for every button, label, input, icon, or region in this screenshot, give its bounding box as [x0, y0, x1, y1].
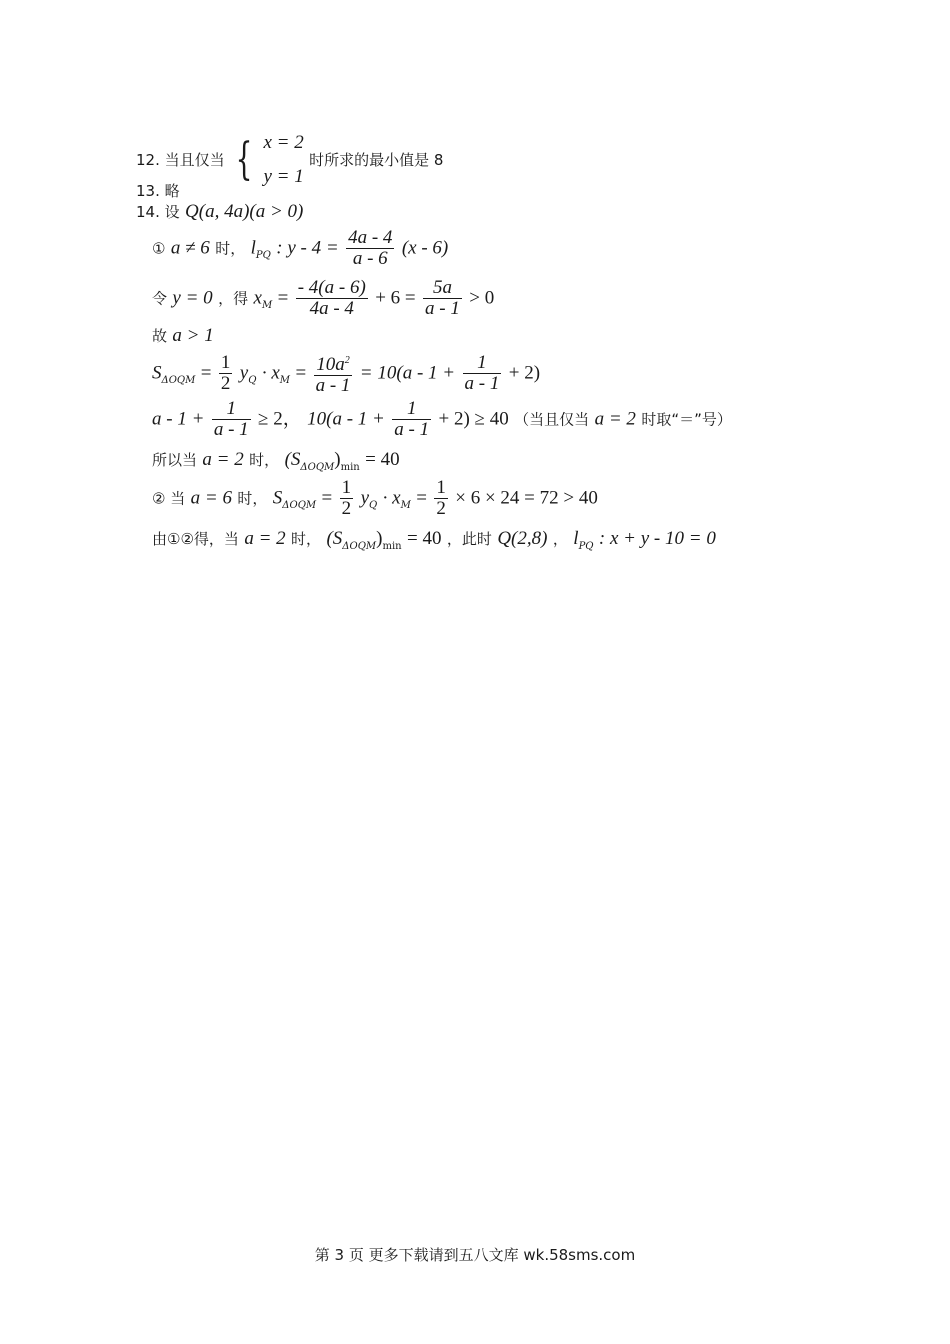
ineq-note2: 时取“＝”号） — [641, 410, 732, 429]
y0: y = 0 — [172, 287, 213, 309]
case1-marker: ① — [152, 239, 166, 258]
xm-sub: M — [400, 500, 411, 511]
s-sub: ΔOQM — [300, 462, 335, 473]
gu-line — [152, 325, 214, 347]
xm-sub: M — [261, 300, 273, 311]
q-point: Q(2,8) — [497, 528, 548, 549]
q12-label: 12. 当且仅当 — [136, 151, 225, 169]
brace-symbol: { — [235, 134, 253, 185]
min-sub: min — [340, 462, 360, 473]
half-den: 2 — [341, 498, 352, 519]
q12-text: 时所求的最小值是 8 — [309, 151, 444, 169]
q12-line — [136, 126, 443, 194]
eq-sign: = — [277, 287, 289, 309]
xm-sub: M — [279, 375, 291, 386]
area-rhs-b: + 2) — [508, 362, 541, 384]
xm-fraction — [296, 278, 368, 319]
slope-den: a - 6 — [352, 248, 388, 269]
smin-open: (S — [326, 528, 343, 549]
eq-sign: = — [321, 487, 333, 509]
plus6: + 6 = — [375, 287, 416, 309]
a-gt1: a > 1 — [172, 325, 214, 346]
s-sub: ΔOQM — [342, 541, 377, 552]
ineq-num2: 1 — [392, 399, 431, 420]
s-sub: ΔOQM — [161, 375, 196, 386]
half-num: 1 — [220, 352, 231, 373]
yq-var: y — [360, 487, 370, 509]
eq-sign: = — [200, 362, 212, 384]
slope-fraction — [346, 228, 394, 269]
s-var: S — [272, 487, 283, 509]
ling-text: 令 — [152, 289, 168, 308]
q14-header — [136, 201, 303, 223]
shi-text: 时， — [237, 489, 268, 508]
eq-sign: = — [295, 362, 307, 384]
case2-marker: ② 当 — [152, 489, 186, 508]
min-sub: min — [382, 541, 402, 552]
inv-num: 1 — [463, 353, 502, 374]
a-eq2: a = 2 — [244, 528, 286, 549]
xm-line — [152, 278, 494, 319]
smin-close: ) — [376, 528, 383, 549]
ineq-fraction1 — [212, 399, 251, 440]
gu-text: 故 — [152, 327, 168, 345]
ineq-c: + 2) ≥ 40 — [438, 408, 509, 430]
half-den: 2 — [220, 373, 231, 394]
gt0: > 0 — [469, 287, 495, 309]
line-sub: PQ — [255, 250, 271, 261]
case2-rhs: × 6 × 24 = 72 > 40 — [455, 487, 598, 509]
xm2-den: a - 1 — [425, 298, 460, 319]
shi-text: 时， — [215, 239, 246, 258]
dot-xm: · x — [382, 487, 401, 509]
final-line: : x + y - 10 = 0 — [598, 528, 716, 549]
ineq-line — [152, 399, 732, 440]
line-eq-left: : y - 4 = — [276, 237, 339, 259]
ineq-fraction2 — [392, 399, 431, 440]
q13-label: 13. 略 — [136, 182, 180, 200]
area-num-base: 10a — [316, 354, 345, 375]
line-sub: PQ — [578, 541, 594, 552]
line-name: l — [250, 237, 256, 259]
inv-fraction — [463, 353, 502, 394]
a-eq2: a = 2 — [594, 408, 636, 430]
q14-setup: Q(a, 4a)(a > 0) — [185, 201, 304, 222]
suoyi-text: 所以当 — [152, 451, 198, 469]
slope-num: 4a - 4 — [348, 227, 393, 248]
s-sub: ΔOQM — [282, 500, 317, 511]
a-eq2: a = 2 — [202, 449, 244, 470]
q12-eq2: y = 1 — [263, 166, 304, 187]
conc-b: ，此时 — [446, 530, 492, 548]
inv-den: a - 1 — [464, 373, 500, 394]
half-fraction — [340, 478, 354, 519]
ineq-ge2: ≥ 2， — [258, 408, 302, 430]
area-sup: 2 — [344, 355, 350, 366]
q13-line — [136, 180, 180, 202]
ineq-den2: a - 1 — [394, 419, 430, 440]
area-rhs-a: = 10(a - 1 + — [359, 362, 456, 384]
half-den: 2 — [436, 498, 446, 519]
a-eq6: a = 6 — [190, 487, 232, 509]
xm-den: 4a - 4 — [309, 298, 354, 319]
area-den: a - 1 — [315, 375, 351, 396]
conclusion-line — [152, 528, 716, 558]
xm-num: - 4(a - 6) — [297, 277, 366, 298]
ineq-num1: 1 — [212, 399, 251, 420]
shi2-text: 时， — [291, 530, 322, 548]
half-fraction — [219, 353, 233, 394]
conc-a: 由①②得，当 — [152, 530, 239, 548]
smin-open: (S — [284, 449, 301, 470]
eq-sign: = — [416, 487, 427, 509]
yq-sub: Q — [369, 500, 378, 511]
ineq-b: 10(a - 1 + — [307, 408, 385, 430]
area-line — [152, 351, 540, 396]
xm2-num: 5a — [423, 278, 462, 299]
area-fraction — [314, 351, 353, 396]
line-eq-right: (x - 6) — [401, 237, 449, 259]
ineq-a: a - 1 + — [152, 408, 205, 430]
q14-label: 14. 设 — [136, 203, 180, 221]
yq-sub: Q — [248, 375, 257, 386]
half-fraction-2 — [434, 478, 448, 519]
line-name: l — [573, 528, 579, 549]
s-var: S — [152, 362, 162, 384]
case2-line — [152, 478, 598, 519]
page-footer: 第 3 页 更多下载请到五八文库 wk.58sms.com — [314, 1246, 636, 1264]
xm2-fraction — [423, 278, 462, 319]
q12-eq1: x = 2 — [263, 132, 304, 153]
suoyi-line — [152, 449, 400, 479]
eq40: = 40 — [407, 528, 442, 549]
de-text: ，得 — [218, 289, 249, 308]
ineq-note: （当且仅当 — [514, 410, 590, 429]
case1-cond: a ≠ 6 — [170, 237, 210, 259]
case1-line — [152, 228, 448, 269]
shi2-text: 时， — [249, 451, 280, 469]
eq40: = 40 — [365, 449, 400, 470]
comma: ， — [552, 530, 568, 548]
yq-var: y — [239, 362, 249, 384]
ineq-den1: a - 1 — [213, 419, 249, 440]
area-num — [314, 351, 353, 376]
smin-close: ) — [334, 449, 341, 470]
q12-system — [263, 126, 303, 194]
dot-xm: · x — [261, 362, 280, 384]
xm-var: x — [253, 287, 262, 309]
half-num: 1 — [341, 477, 352, 498]
half-num: 1 — [436, 477, 446, 498]
